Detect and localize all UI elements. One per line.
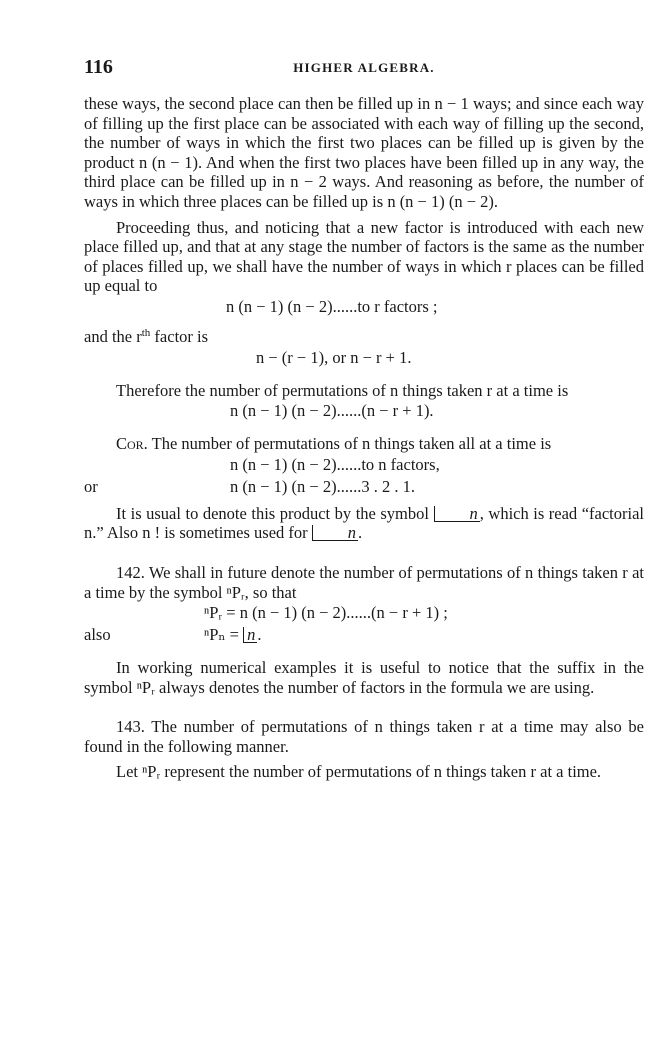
paragraph-rth-factor — [84, 324, 644, 347]
equation-npn — [84, 624, 644, 646]
page-number: 116 — [84, 56, 113, 78]
text-fragment: ⁿPₙ = — [204, 625, 244, 645]
paragraph-therefore: Therefore the number of permutations of n things taken r at a time is — [116, 380, 569, 400]
article-number: 143. — [116, 717, 145, 737]
running-title: HIGHER ALGEBRA. — [293, 60, 435, 75]
equation-text: n (n − 1) (n − 2)......3 . 2 . 1. — [230, 476, 415, 496]
corollary-label: Cor. — [116, 434, 148, 454]
page-header — [84, 56, 644, 80]
article-143 — [84, 717, 644, 756]
factorial-symbol: n — [243, 627, 257, 643]
article-number: 142. — [116, 562, 145, 582]
equation-all-factors — [84, 454, 644, 476]
equation-r-factors — [84, 296, 644, 318]
text-fragment: It is usual to denote this product by the symbol — [116, 503, 434, 523]
equation-label: or — [84, 476, 98, 496]
text-fragment: , which is read “factorial n.” Also n ! is sometimes used for — [84, 503, 644, 543]
superscript: th — [141, 326, 151, 339]
factorial-symbol: n — [312, 525, 358, 541]
factorial-symbol: n — [434, 506, 480, 522]
corollary-text: The number of permutations of n things taken all at a time is — [147, 434, 552, 454]
paragraph-factorial-symbol — [84, 504, 644, 543]
paragraph-numerical-examples: In working numerical examples it is useful to notice that the suffix in the symbol ⁿPᵣ always denotes the number of factors in the formula we are using. — [84, 658, 644, 697]
equation-npr — [84, 602, 644, 624]
paragraph-let: Let ⁿPᵣ represent the number of permutations of n things taken r at a time. — [116, 762, 602, 782]
equation-text: n (n − 1) (n − 2)......(n − r + 1). — [230, 401, 434, 421]
equation-text: n − (r − 1), or n − r + 1. — [256, 347, 412, 367]
equation-text — [204, 624, 261, 646]
equation-factorial-expansion — [84, 476, 644, 498]
text-fragment: . — [358, 523, 363, 543]
article-142 — [84, 563, 644, 602]
equation-text: ⁿPᵣ = n (n − 1) (n − 2)......(n − r + 1) ; — [204, 603, 448, 623]
equation-text: n (n − 1) (n − 2)......to n factors, — [230, 454, 440, 474]
article-text: We shall in future denote the number of permutations of n things taken r at a time by the symbol ⁿPᵣ, so that — [84, 562, 644, 602]
page — [84, 56, 644, 782]
text-fragment: and the r — [84, 326, 142, 346]
equation-label: also — [84, 625, 111, 645]
text-fragment: factor is — [150, 326, 209, 346]
article-text: The number of permutations of n things taken r at a time may also be found in the following manner. — [84, 717, 644, 756]
equation-permutations — [84, 400, 644, 422]
equation-rth-factor — [84, 347, 644, 369]
paragraph-proceeding: Proceeding thus, and noticing that a new factor is introduced with each new place filled up, and that at any stage the number of factors is the same as the number of places filled up, we shall have the number of ways in which r places can be filled up equal to — [84, 217, 644, 296]
equation-text: n (n − 1) (n − 2)......to r factors ; — [226, 296, 438, 316]
text-fragment: . — [257, 625, 262, 645]
paragraph-corollary — [84, 434, 644, 454]
paragraph-continued: these ways, the second place can then be filled up in n − 1 ways; and since each way of filling up the first place can be associated with each way of filling up the second, the number of ways in which the first two places can be filled up is given by the product n (n − 1). And when the first two places have been filled up in any way, the third place can be filled up in n − 2 ways. And reasoning as before, the number of ways in which three places can be filled up is n (n − 1) (n − 2). — [84, 94, 644, 211]
